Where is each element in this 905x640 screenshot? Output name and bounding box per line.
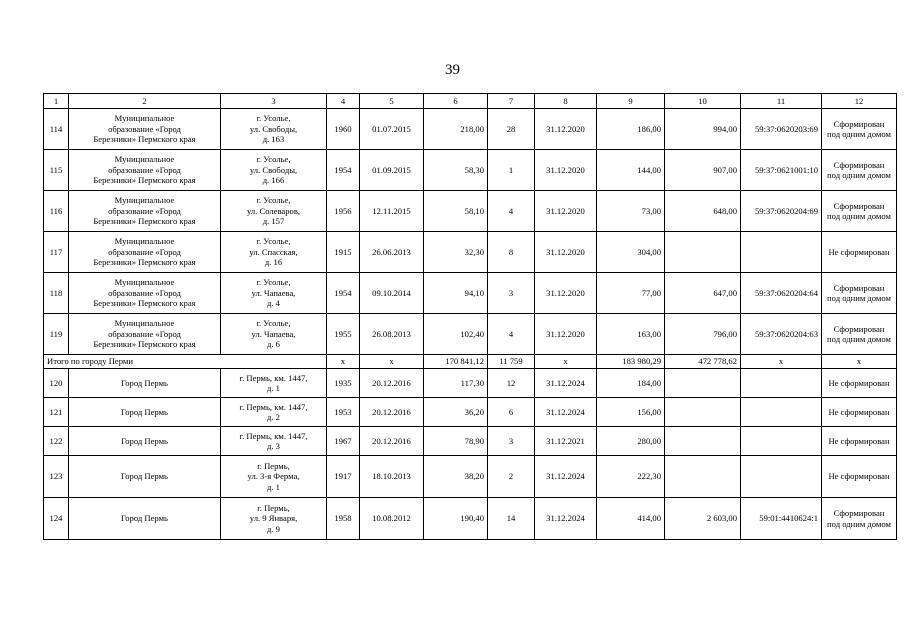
year-cell: 1915	[327, 232, 360, 273]
status-cell-line: Сформирован	[833, 508, 885, 519]
area-cell: 218,00	[424, 109, 488, 150]
total-c12-cell: x	[822, 355, 897, 369]
area-cell: 190,40	[424, 498, 488, 540]
status-cell	[822, 314, 897, 355]
address-cell-line: г. Пермь,	[257, 502, 290, 513]
row-number: 123	[44, 456, 69, 498]
municipality-cell	[69, 109, 221, 150]
date-cell: 20.12.2016	[360, 427, 424, 456]
address-cell-line: г. Пермь,	[257, 460, 290, 471]
column-number-11: 11	[741, 94, 822, 109]
residents-cell: 12	[488, 369, 535, 398]
area-cell: 102,40	[424, 314, 488, 355]
address-cell	[221, 150, 327, 191]
area3-cell: 796,00	[665, 314, 741, 355]
municipality-cell	[69, 314, 221, 355]
status-cell	[822, 232, 897, 273]
area2-cell: 222,30	[597, 456, 665, 498]
area2-cell: 77,00	[597, 273, 665, 314]
area-cell: 58,10	[424, 191, 488, 232]
residents-cell: 4	[488, 191, 535, 232]
year-cell: 1967	[327, 427, 360, 456]
municipality-cell-line: Муниципальное	[114, 195, 175, 206]
municipality-cell-line: Город Пермь	[121, 471, 168, 482]
address-cell	[221, 314, 327, 355]
municipality-cell-line: Муниципальное	[114, 113, 175, 124]
year-cell: 1955	[327, 314, 360, 355]
table-body	[44, 94, 897, 540]
table-row	[44, 498, 897, 540]
municipality-cell-line: Березники» Пермского края	[93, 134, 196, 145]
cadastral-cell: 59:01:4410624:1	[741, 498, 822, 540]
residents-cell: 8	[488, 232, 535, 273]
municipality-cell-line: Березники» Пермского края	[93, 175, 196, 186]
status-cell	[822, 191, 897, 232]
address-cell-line: г. Пермь, км. 1447,	[239, 401, 308, 412]
row-number: 115	[44, 150, 69, 191]
deadline-cell: 31.12.2020	[535, 314, 597, 355]
residents-cell: 3	[488, 427, 535, 456]
address-cell-line: г. Пермь, км. 1447,	[239, 372, 308, 383]
area-cell: 36,20	[424, 398, 488, 427]
date-cell: 26.08.2013	[360, 314, 424, 355]
table-row	[44, 398, 897, 427]
area2-cell: 144,00	[597, 150, 665, 191]
cadastral-cell	[741, 369, 822, 398]
address-cell-line: д. 16	[264, 257, 283, 268]
address-cell-line: ул. 9 Января,	[249, 513, 298, 524]
column-number-3: 3	[221, 94, 327, 109]
area3-cell: 2 603,00	[665, 498, 741, 540]
area3-cell	[665, 232, 741, 273]
table-row	[44, 232, 897, 273]
status-cell-line: Не сформирован	[828, 406, 890, 417]
status-cell-line: Не сформирован	[828, 377, 890, 388]
address-cell	[221, 498, 327, 540]
area-cell: 38,20	[424, 456, 488, 498]
address-cell-line: ул. 3-я Ферма,	[247, 471, 300, 482]
address-cell	[221, 369, 327, 398]
date-cell: 01.07.2015	[360, 109, 424, 150]
address-cell-line: г. Усолье,	[256, 277, 291, 288]
municipality-cell-line: Город Пермь	[121, 513, 168, 524]
address-cell	[221, 398, 327, 427]
status-cell-line: Сформирован	[833, 282, 885, 293]
area3-cell	[665, 369, 741, 398]
residents-cell: 3	[488, 273, 535, 314]
row-number: 122	[44, 427, 69, 456]
municipality-cell-line: Березники» Пермского края	[93, 298, 196, 309]
residents-cell: 28	[488, 109, 535, 150]
deadline-cell: 31.12.2020	[535, 232, 597, 273]
status-cell-line: под одним домом	[827, 293, 891, 303]
cadastral-cell	[741, 427, 822, 456]
status-cell-line: под одним домом	[827, 170, 891, 180]
municipality-cell-line: образование «Город	[108, 205, 181, 216]
municipality-cell-line: образование «Город	[108, 328, 181, 339]
row-number: 120	[44, 369, 69, 398]
municipality-cell-line: Город Пермь	[121, 435, 168, 446]
table-row	[44, 191, 897, 232]
municipality-cell-line: Березники» Пермского края	[93, 339, 196, 350]
deadline-cell: 31.12.2020	[535, 150, 597, 191]
date-cell: 01.09.2015	[360, 150, 424, 191]
address-cell	[221, 232, 327, 273]
address-cell-line: г. Усолье,	[256, 236, 291, 247]
total-c7-cell: 11 759	[488, 355, 535, 369]
date-cell: 09.10.2014	[360, 273, 424, 314]
total-c5-cell: x	[360, 355, 424, 369]
year-cell: 1960	[327, 109, 360, 150]
deadline-cell: 31.12.2024	[535, 498, 597, 540]
column-number-9: 9	[597, 94, 665, 109]
area3-cell	[665, 427, 741, 456]
address-cell-line: г. Усолье,	[256, 113, 291, 124]
municipality-cell	[69, 273, 221, 314]
address-cell-line: д. 163	[262, 134, 285, 145]
status-cell	[822, 456, 897, 498]
total-c8-cell: x	[535, 355, 597, 369]
deadline-cell: 31.12.2021	[535, 427, 597, 456]
area3-cell: 907,00	[665, 150, 741, 191]
date-cell: 18.10.2013	[360, 456, 424, 498]
column-number-12: 12	[822, 94, 897, 109]
area3-cell: 647,00	[665, 273, 741, 314]
area2-cell: 184,00	[597, 369, 665, 398]
column-number-1: 1	[44, 94, 69, 109]
cadastral-cell: 59:37:0620204:63	[741, 314, 822, 355]
status-cell-line: Сформирован	[833, 118, 885, 129]
residents-cell: 6	[488, 398, 535, 427]
date-cell: 20.12.2016	[360, 398, 424, 427]
address-cell-line: д. 3	[267, 441, 280, 451]
year-cell: 1917	[327, 456, 360, 498]
area2-cell: 156,00	[597, 398, 665, 427]
address-cell-line: ул. Спасская,	[249, 246, 298, 257]
address-cell-line: д. 6	[267, 339, 280, 350]
municipality-cell-line: образование «Город	[108, 287, 181, 298]
area-cell: 58,30	[424, 150, 488, 191]
area2-cell: 304,00	[597, 232, 665, 273]
address-cell	[221, 109, 327, 150]
address-cell-line: ул. Солеваров,	[246, 205, 301, 216]
column-number-row	[44, 94, 897, 109]
cadastral-cell: 59:37:0620204:64	[741, 273, 822, 314]
status-cell-line: Не сформирован	[828, 435, 890, 446]
area-cell: 32,30	[424, 232, 488, 273]
page-number: 39	[445, 62, 460, 78]
area2-cell: 186,00	[597, 109, 665, 150]
cadastral-cell: 59:37:0620203:69	[741, 109, 822, 150]
deadline-cell: 31.12.2020	[535, 273, 597, 314]
area3-cell: 648,00	[665, 191, 741, 232]
status-cell-line: Не сформирован	[828, 246, 890, 257]
area2-cell: 414,00	[597, 498, 665, 540]
address-cell-line: д. 157	[262, 216, 285, 227]
column-number-7: 7	[488, 94, 535, 109]
total-c9-cell: 183 980,29	[597, 355, 665, 369]
status-cell-line: под одним домом	[827, 518, 891, 529]
address-cell	[221, 273, 327, 314]
year-cell: 1935	[327, 369, 360, 398]
row-number: 124	[44, 498, 69, 540]
address-cell-line: д. 2	[267, 412, 280, 422]
row-number: 121	[44, 398, 69, 427]
column-number-8: 8	[535, 94, 597, 109]
status-cell	[822, 369, 897, 398]
row-number: 116	[44, 191, 69, 232]
total-row	[44, 355, 897, 369]
housing-registry-table	[43, 93, 897, 540]
municipality-cell-line: Муниципальное	[114, 154, 175, 165]
column-number-6: 6	[424, 94, 488, 109]
address-cell-line: г. Усолье,	[256, 154, 291, 165]
municipality-cell-line: образование «Город	[108, 123, 181, 134]
deadline-cell: 31.12.2024	[535, 456, 597, 498]
column-number-10: 10	[665, 94, 741, 109]
row-number: 117	[44, 232, 69, 273]
status-cell-line: под одним домом	[827, 334, 891, 344]
address-cell-line: ул. Свободы,	[249, 123, 298, 134]
table-row	[44, 314, 897, 355]
total-c10-cell: 472 778,62	[665, 355, 741, 369]
area-cell: 78,90	[424, 427, 488, 456]
table-row	[44, 273, 897, 314]
area2-cell: 280,00	[597, 427, 665, 456]
date-cell: 20.12.2016	[360, 369, 424, 398]
area3-cell: 994,00	[665, 109, 741, 150]
deadline-cell: 31.12.2020	[535, 109, 597, 150]
total-c6-cell: 170 841,12	[424, 355, 488, 369]
municipality-cell-line: образование «Город	[108, 164, 181, 175]
address-cell-line: д. 4	[267, 298, 280, 309]
status-cell	[822, 150, 897, 191]
address-cell	[221, 427, 327, 456]
status-cell-line: Сформирован	[833, 159, 885, 170]
address-cell-line: д. 9	[267, 523, 280, 534]
status-cell	[822, 273, 897, 314]
table-row	[44, 150, 897, 191]
address-cell-line: г. Пермь, км. 1447,	[239, 430, 308, 441]
municipality-cell-line: Березники» Пермского края	[93, 257, 196, 268]
row-number: 118	[44, 273, 69, 314]
column-number-5: 5	[360, 94, 424, 109]
address-cell-line: ул. Чапаева,	[251, 287, 296, 298]
area2-cell: 163,00	[597, 314, 665, 355]
table-row	[44, 369, 897, 398]
status-cell	[822, 498, 897, 540]
total-c11-cell: x	[741, 355, 822, 369]
cadastral-cell	[741, 456, 822, 498]
total-c4-cell: x	[327, 355, 360, 369]
municipality-cell	[69, 498, 221, 540]
municipality-cell-line: Березники» Пермского края	[93, 216, 196, 227]
year-cell: 1953	[327, 398, 360, 427]
year-cell: 1954	[327, 150, 360, 191]
row-number: 119	[44, 314, 69, 355]
row-number: 114	[44, 109, 69, 150]
status-cell	[822, 398, 897, 427]
deadline-cell: 31.12.2020	[535, 191, 597, 232]
address-cell-line: ул. Чапаева,	[251, 328, 296, 339]
residents-cell: 2	[488, 456, 535, 498]
address-cell-line: г. Усолье,	[256, 195, 291, 206]
column-number-2: 2	[69, 94, 221, 109]
area2-cell: 73,00	[597, 191, 665, 232]
cadastral-cell	[741, 398, 822, 427]
municipality-cell-line: Муниципальное	[114, 318, 175, 329]
address-cell-line: г. Усолье,	[256, 318, 291, 329]
deadline-cell: 31.12.2024	[535, 398, 597, 427]
status-cell-line: Не сформирован	[828, 471, 890, 482]
area-cell: 117,30	[424, 369, 488, 398]
area3-cell	[665, 456, 741, 498]
municipality-cell-line: Муниципальное	[114, 236, 175, 247]
address-cell-line: д. 1	[267, 383, 280, 393]
cadastral-cell: 59:37:0621001:10	[741, 150, 822, 191]
table-row	[44, 109, 897, 150]
table-row	[44, 427, 897, 456]
address-cell-line: ул. Свободы,	[249, 164, 298, 175]
address-cell	[221, 191, 327, 232]
date-cell: 10.08.2012	[360, 498, 424, 540]
address-cell-line: д. 1	[267, 481, 280, 492]
date-cell: 26.06.2013	[360, 232, 424, 273]
year-cell: 1958	[327, 498, 360, 540]
address-cell-line: д. 166	[262, 175, 285, 186]
residents-cell: 1	[488, 150, 535, 191]
municipality-cell-line: Муниципальное	[114, 277, 175, 288]
municipality-cell	[69, 369, 221, 398]
municipality-cell	[69, 456, 221, 498]
status-cell	[822, 427, 897, 456]
deadline-cell: 31.12.2024	[535, 369, 597, 398]
municipality-cell-line: Город Пермь	[121, 406, 168, 417]
status-cell-line: Сформирован	[833, 323, 885, 334]
status-cell-line: под одним домом	[827, 211, 891, 221]
residents-cell: 4	[488, 314, 535, 355]
total-label: Итого по городу Перми	[44, 355, 327, 369]
status-cell-line: под одним домом	[827, 129, 891, 139]
status-cell-line: Сформирован	[833, 200, 885, 211]
column-number-4: 4	[327, 94, 360, 109]
municipality-cell	[69, 150, 221, 191]
municipality-cell	[69, 232, 221, 273]
residents-cell: 14	[488, 498, 535, 540]
area-cell: 94,10	[424, 273, 488, 314]
municipality-cell-line: образование «Город	[108, 246, 181, 257]
date-cell: 12.11.2015	[360, 191, 424, 232]
cadastral-cell: 59:37:0620204:69	[741, 191, 822, 232]
municipality-cell	[69, 427, 221, 456]
area3-cell	[665, 398, 741, 427]
year-cell: 1954	[327, 273, 360, 314]
municipality-cell-line: Город Пермь	[121, 377, 168, 388]
year-cell: 1956	[327, 191, 360, 232]
municipality-cell	[69, 398, 221, 427]
status-cell	[822, 109, 897, 150]
cadastral-cell	[741, 232, 822, 273]
address-cell	[221, 456, 327, 498]
municipality-cell	[69, 191, 221, 232]
table-row	[44, 456, 897, 498]
